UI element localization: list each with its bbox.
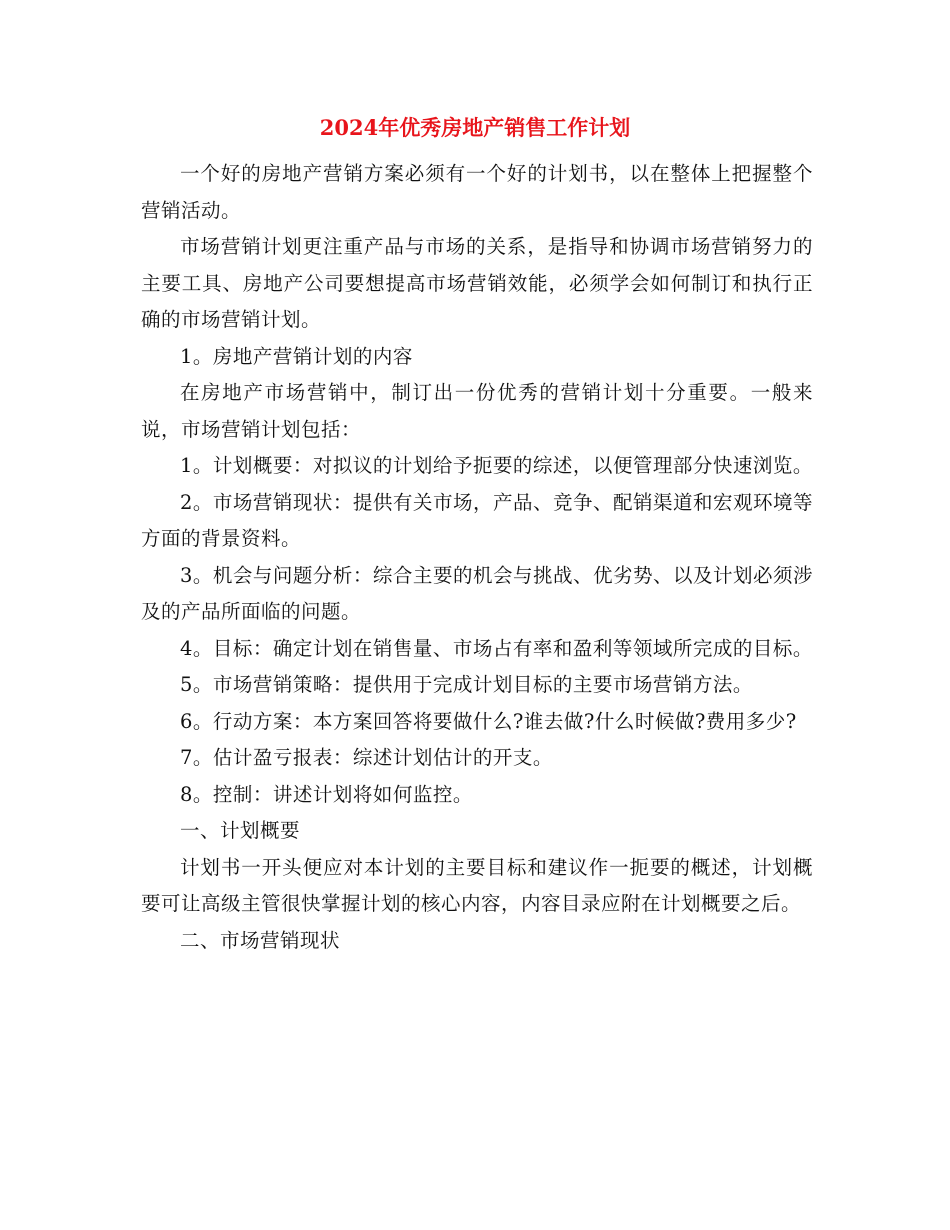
list-item: 8。控制：讲述计划将如何监控。	[180, 782, 473, 806]
paragraph: 一个好的房地产营销方案必须有一个好的计划书，以在整体上把握整个营销活动。	[141, 162, 813, 222]
list-item: 1。计划概要：对拟议的计划给予扼要的综述，以便管理部分快速浏览。	[180, 454, 813, 477]
list-item: 7。估计盈亏报表：综述计划估计的开支。	[180, 746, 553, 769]
section-heading: 1。房地产营销计划的内容	[180, 344, 413, 368]
paragraph: 计划书一开头便应对本计划的主要目标和建议作一扼要的概述，计划概要可让高级主管很快掌握计划的核心内容，内容目录应附在计划概要之后。	[141, 855, 813, 915]
list-item: 2。市场营销现状：提供有关市场，产品、竞争、配销渠道和宏观环境等方面的背景资料。	[141, 490, 813, 550]
list-item: 6。行动方案：本方案回答将要做什么?谁去做?什么时候做?费用多少?	[180, 709, 797, 733]
list-item: 3。机会与问题分析：综合主要的机会与挑战、优劣势、以及计划必须涉及的产品所面临的问题。	[141, 563, 813, 623]
paragraph: 市场营销计划更注重产品与市场的关系，是指导和协调市场营销努力的主要工具、房地产公司要想提高市场营销效能，必须学会如何制订和执行正确的市场营销计划。	[141, 235, 813, 331]
paragraph: 在房地产市场营销中，制订出一份优秀的营销计划十分重要。一般来说，市场营销计划包括：	[141, 381, 813, 441]
section-heading: 一、计划概要	[180, 819, 301, 842]
document-body	[141, 156, 813, 959]
list-item: 5。市场营销策略：提供用于完成计划目标的主要市场营销方法。	[180, 673, 753, 696]
list-item: 4。目标：确定计划在销售量、市场占有率和盈利等领域所完成的目标。	[180, 636, 813, 660]
section-heading: 二、市场营销现状	[180, 928, 341, 952]
document-title: 2024年优秀房地产销售工作计划	[319, 115, 631, 140]
